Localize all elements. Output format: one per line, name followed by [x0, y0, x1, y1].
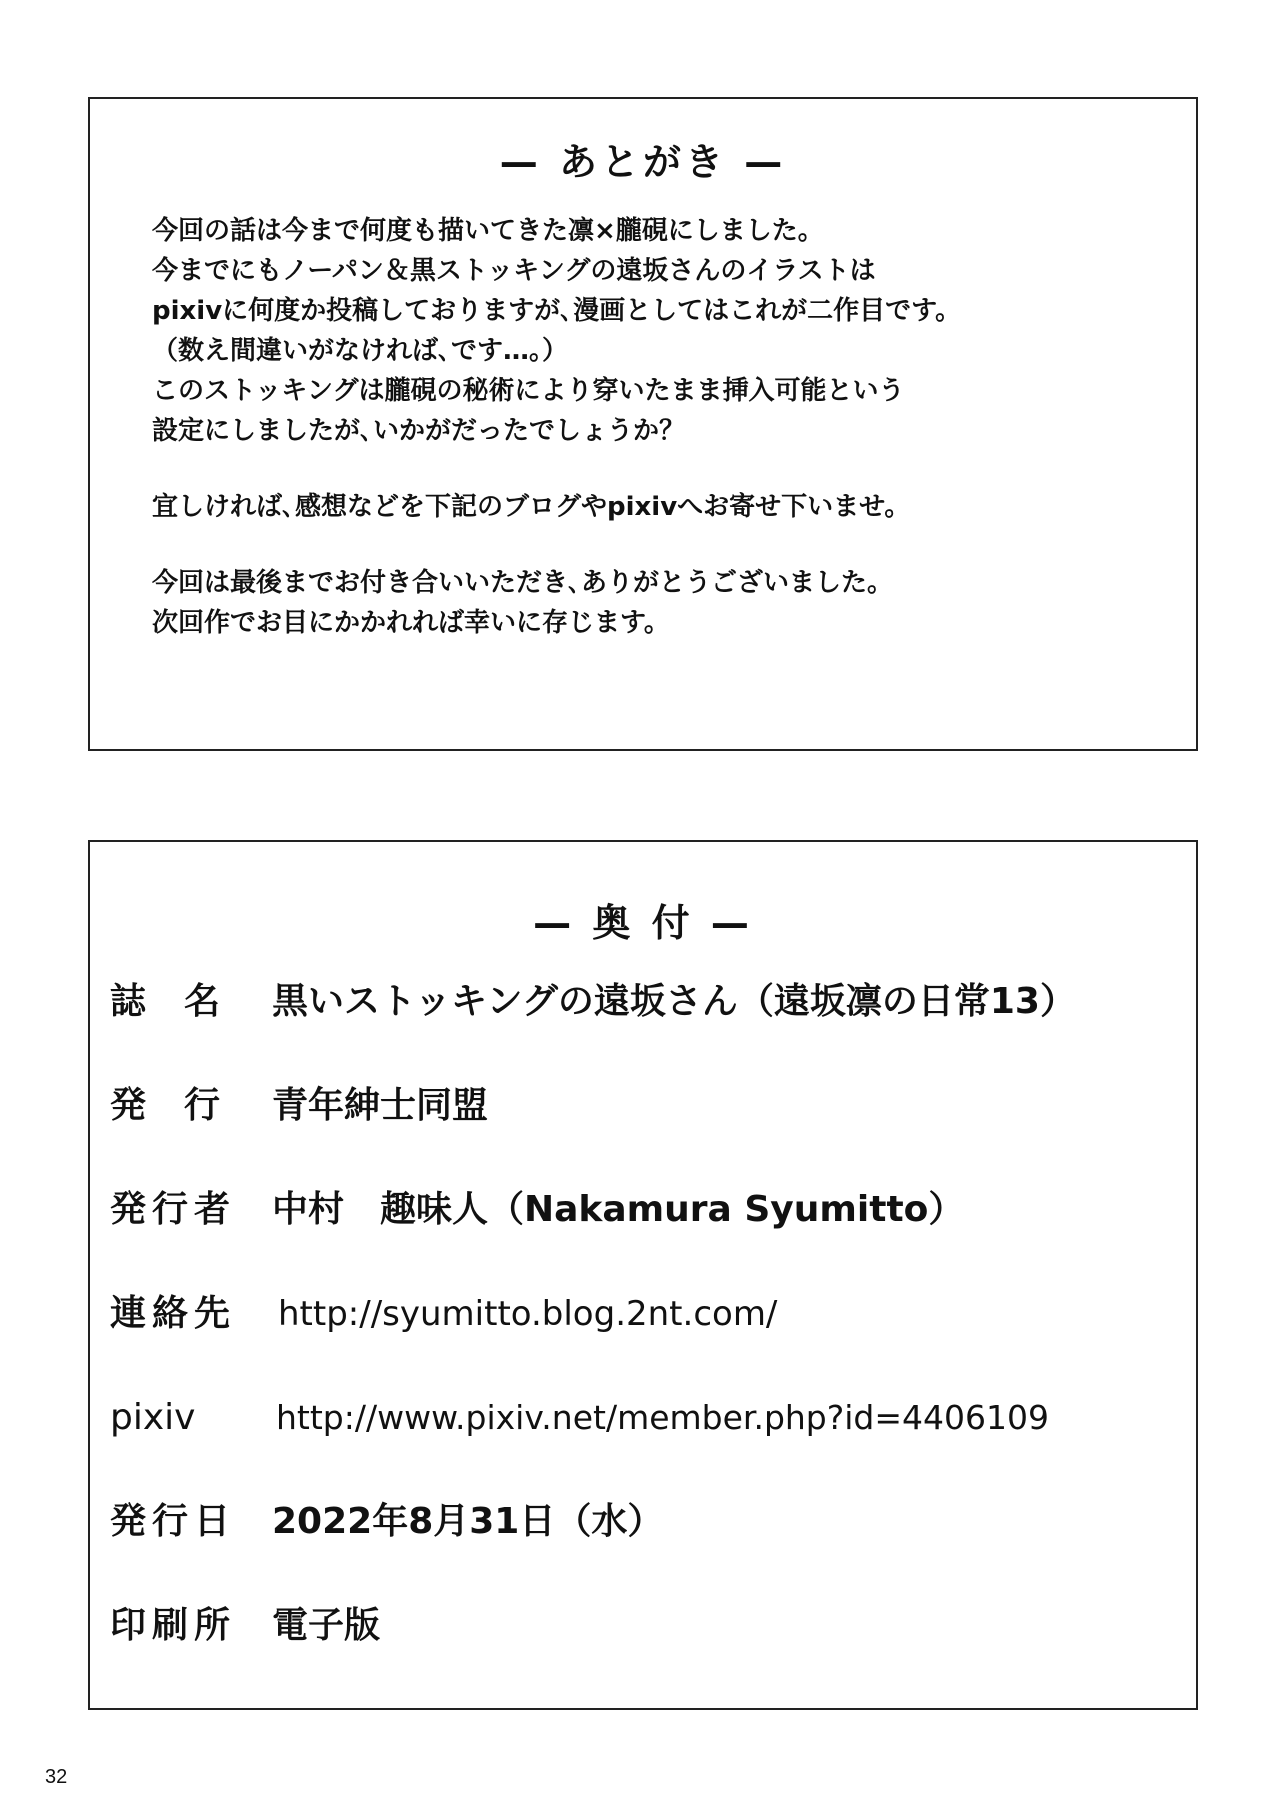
pixiv-link[interactable]: http://www.pixiv.net/member.php?id=4406109 — [276, 1398, 1050, 1437]
contact-link[interactable]: http://syumitto.blog.2nt.com/ — [278, 1294, 778, 1334]
colophon-box — [88, 840, 1198, 1710]
afterword-line: 今回は最後までお付き合いいただき､ありがとうございました。 — [152, 568, 894, 598]
colophon-label: 誌名 — [110, 981, 259, 1022]
colophon-value: 黒いストッキングの遠坂さん（遠坂凛の日常13） — [272, 981, 1076, 1022]
afterword-paragraph — [152, 487, 1166, 527]
page-number: 32 — [45, 1766, 68, 1788]
afterword-title: — あとがき — — [499, 140, 787, 184]
colophon-label: pixiv — [110, 1397, 196, 1438]
afterword-paragraph — [152, 563, 1166, 643]
colophon-value: 青年紳士同盟 — [272, 1085, 489, 1126]
afterword-line: 次回作でお目にかかれれば幸いに存じます。 — [152, 608, 670, 638]
afterword-box — [88, 97, 1198, 751]
afterword-line: 宜しければ､感想などを下記のブログやpixivへお寄せ下いませ。 — [152, 492, 911, 522]
colophon-label: 発行者 — [110, 1189, 237, 1230]
afterword-line: （数え間違いがなければ､です…。） — [152, 336, 569, 366]
colophon-value: 電子版 — [272, 1605, 381, 1646]
afterword-line: 設定にしましたが､いかがだったでしょうか？ — [152, 416, 686, 446]
colophon-label: 連絡先 — [110, 1293, 237, 1334]
colophon-label: 発行日 — [110, 1501, 237, 1542]
afterword-paragraph — [152, 211, 1166, 451]
colophon-title: — 奥 付 — — [533, 901, 753, 945]
colophon-label: 発行 — [110, 1085, 259, 1126]
afterword-line: このストッキングは朧硯の秘術により穿いたまま挿入可能という — [152, 376, 905, 406]
colophon-value: 2022年8月31日（水） — [272, 1501, 664, 1542]
afterword-body — [152, 211, 1166, 679]
afterword-line: pixivに何度か投稿しておりますが､漫画としてはこれが二作目です。 — [152, 296, 962, 326]
colophon-label: 印刷所 — [110, 1605, 237, 1646]
afterword-line: 今回の話は今まで何度も描いてきた凛×朧硯にしました。 — [152, 216, 824, 246]
afterword-line: 今までにもノーパン＆黒ストッキングの遠坂さんのイラストは — [152, 256, 876, 286]
colophon-value: 中村 趣味人（Nakamura Syumitto） — [272, 1189, 965, 1230]
